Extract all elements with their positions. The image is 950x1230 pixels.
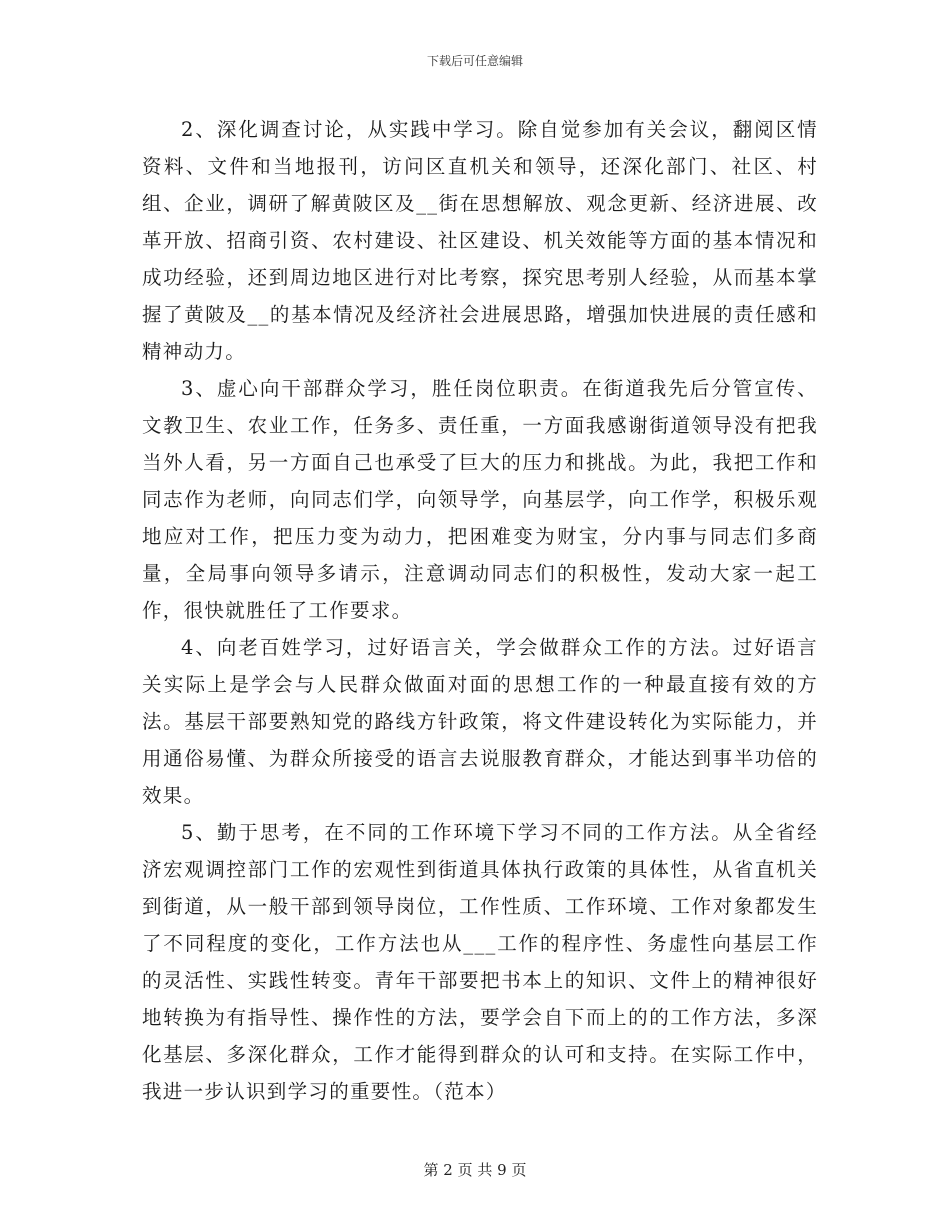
page-number: 第 2 页 共 9 页 bbox=[423, 1161, 527, 1179]
paragraph-item-5: 5、勤于思考，在不同的工作环境下学习不同的工作方法。从全省经济宏观调控部门工作的宏观性到街道具体执行政策的具体性，从省直机关到街道，从一般干部到领导岗位，工作性质、工作环境、工作对象都发生了不同程度的变化，工作方法也从___工作的程序性、务虚性向基层工作的灵活性、实践性转变。青年干部要把书本上的知识、文件上的精神很好地转换为有指导性、操作性的方法，要学会自下而上的的工作方法，多深化基层、多深化群众，工作才能得到群众的认可和支持。在实际工作中，我进一步认识到学习的重要性。（范本） bbox=[142, 821, 818, 1103]
document-body bbox=[142, 111, 818, 1110]
page-header-note: 下载后可任意编辑 bbox=[426, 54, 523, 68]
paragraph-item-2: 2、深化调查讨论，从实践中学习。除自觉参加有关会议，翻阅区情资料、文件和当地报刊，访问区直机关和领导，还深化部门、社区、村组、企业，调研了解黄陂区及__街在思想解放、观念更新、经济进展、改革开放、招商引资、农村建设、社区建设、机关效能等方面的基本情况和成功经验，还到周边地区进行对比考察，探究思考别人经验，从而基本掌握了黄陂及__的基本情况及经济社会进展思路，增强加快进展的责任感和精神动力。 bbox=[142, 118, 818, 363]
paragraph-item-4: 4、向老百姓学习，过好语言关，学会做群众工作的方法。过好语言关实际上是学会与人民群众做面对面的思想工作的一种最直接有效的方法。基层干部要熟知党的路线方针政策，将文件建设转化为实际能力，并用通俗易懂、为群众所接受的语言去说服教育群众，才能达到事半功倍的效果。 bbox=[142, 636, 818, 807]
paragraph-item-3: 3、虚心向干部群众学习，胜任岗位职责。在街道我先后分管宣传、文教卫生、农业工作，任务多、责任重，一方面我感谢街道领导没有把我当外人看，另一方面自己也承受了巨大的压力和挑战。为此，我把工作和同志作为老师，向同志们学，向领导学，向基层学，向工作学，积极乐观地应对工作，把压力变为动力，把困难变为财宝，分内事与同志们多商量，全局事向领导多请示，注意调动同志们的积极性，发动大家一起工作，很快就胜任了工作要求。 bbox=[142, 377, 818, 622]
